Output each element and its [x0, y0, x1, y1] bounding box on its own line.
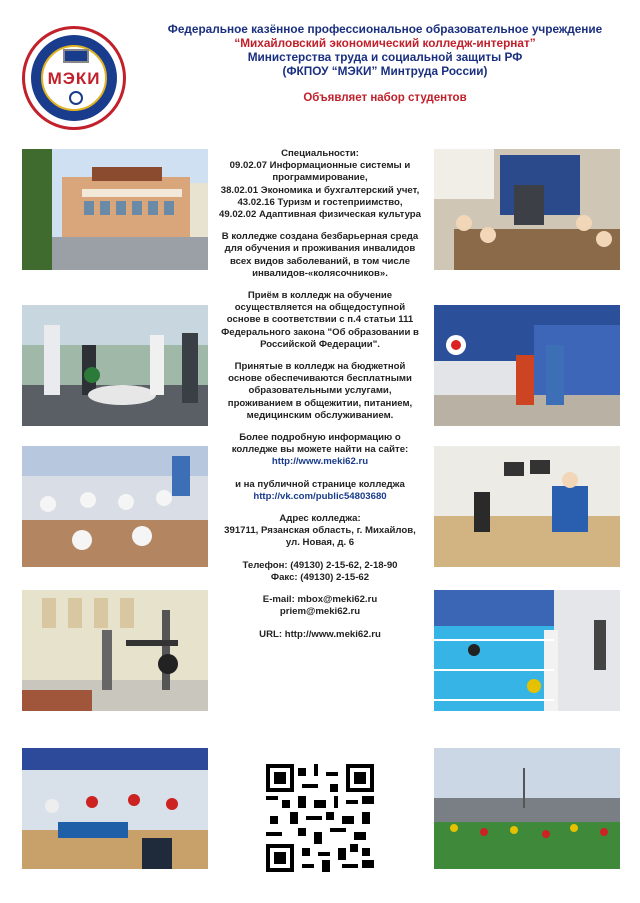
fax-text: Факс: (49130) 2-15-62: [270, 571, 370, 583]
vk-link[interactable]: http://vk.com/public54803680: [253, 490, 387, 502]
address-label: Адрес колледжа:: [279, 513, 361, 525]
computer-class-photo: [434, 446, 620, 567]
college-building-photo: [22, 149, 208, 270]
admission-text: Приём в колледж на обучение осуществляется на общедоступной основе в соответствии с п.4 статьи 111 Федерального закона "Об образовании в Российской Федерации".: [221, 290, 419, 350]
header-abbrev: (ФКПОУ “МЭКИ” Минтруда России): [282, 64, 488, 78]
header-ministry: Министерства труда и социальной защиты РФ: [247, 50, 523, 64]
classroom-photo: [22, 446, 208, 567]
barrier-free-text: В колледже создана безбарьерная среда для обучения и проживания инвалидов всех видов заболеваний, в том числе инвалидов-«колясочников».: [221, 231, 419, 279]
email-text[interactable]: E-mail: mbox@meki62.ru: [262, 594, 378, 606]
archery-photo: [434, 305, 620, 426]
budget-text: Принятые в колледж на бюджетной основе обеспечиваются бесплатными образовательными услугами, проживанием в общежитии, питанием, медицинским обслуживанием.: [227, 361, 413, 421]
header-line-1: Федеральное казённое профессиональное образовательное учреждение: [167, 22, 603, 36]
football-field-photo: [434, 748, 620, 869]
more-info-text: Более подробную информацию о колледже вы можете найти на сайте:: [231, 432, 409, 456]
phone-text: Телефон: (49130) 2-15-62, 2-18-90: [242, 559, 398, 571]
swimming-pool-photo: [434, 590, 620, 711]
site-link[interactable]: http://www.meki62.ru: [271, 456, 369, 468]
center-info: [218, 148, 422, 651]
wheelchair-icon: [69, 91, 83, 105]
header-college-name: “Михайловский экономический колледж-интернат”: [234, 36, 536, 50]
address-text: 391711, Рязанская область, г. Михайлов, ул. Новая, д. 6: [224, 525, 416, 549]
computer-icon: [63, 49, 89, 63]
conference-photo: [434, 149, 620, 270]
public-page-text: и на публичной странице колледжа: [235, 478, 405, 490]
specialties-text: Специальности: 09.02.07 Информационные системы и программирование, 38.02.01 Экономика и бухгалтерский учет, 43.02.16 Туризм и гостеприимство, 49.02.02 Адаптивная физическая культура: [218, 148, 422, 221]
url-text[interactable]: URL: http://www.meki62.ru: [259, 628, 381, 640]
college-logo: [22, 26, 126, 130]
table-tennis-photo: [22, 748, 208, 869]
fitness-room-photo: [22, 590, 208, 711]
logo-text: МЭКИ: [47, 69, 101, 88]
email-secondary-text[interactable]: priem@meki62.ru: [279, 606, 361, 618]
announcement: Объявляет набор студентов: [303, 92, 467, 104]
page-header: [140, 22, 630, 78]
qr-code[interactable]: [266, 764, 374, 872]
gym-training-photo: [22, 305, 208, 426]
